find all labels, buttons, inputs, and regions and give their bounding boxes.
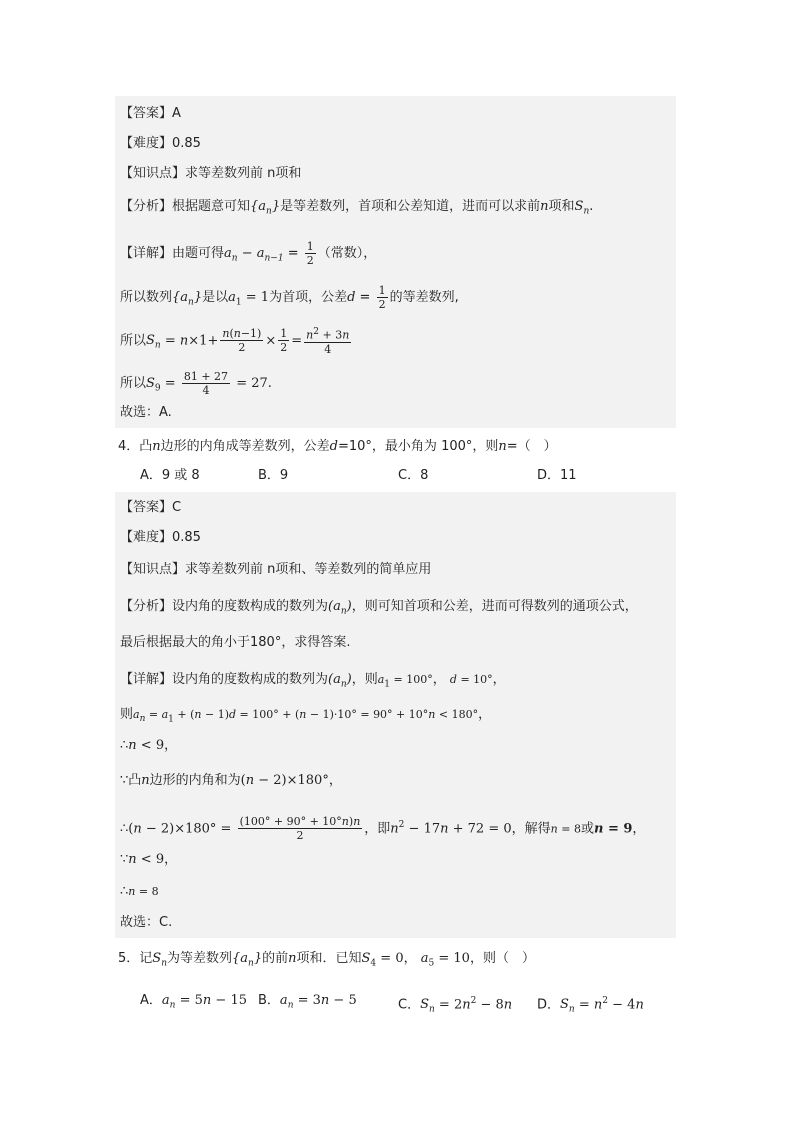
q3-choose: 故选：A. — [120, 405, 172, 420]
q4-then: 则$a_n = a_1 + (n - 1)d = 100^\circ + (n - 1)\cdot 10^\circ = 90^\circ + 10^\circ n < 180^\circ$， — [120, 707, 492, 725]
q3-line4: 所以$S_9$ = $\frac{81 + 27}{4}$ = 27. — [120, 370, 272, 397]
q4-option-c[interactable]: C．8 — [398, 468, 429, 483]
q4-therefore-1: ∴n < 9， — [120, 738, 178, 753]
q4-equation: ∴(n − 2)×180° = $\frac{(100^\circ + 90^\circ + 10^\circ n)n}{2}$ ，即$n^2 - 17n + 72 = 0$，解得n = 8或n = 9， — [120, 815, 646, 843]
q5-option-a[interactable]: A．$a_n = 5n - 15$ — [140, 993, 247, 1011]
q3-difficulty: 【难度】0.85 — [120, 136, 201, 151]
q4-detail: 【详解】设内角的度数构成的数列为$(a_n)$，则$a_1 = 100^\circ$， d = 10°， — [120, 672, 506, 690]
q4-option-b[interactable]: B．9 — [258, 468, 289, 483]
q4-therefore-2: ∴n = 8 — [120, 884, 159, 899]
q5-stem: 5．记$S_n$为等差数列$\{a_n\}$的前n项和．已知$S_4 = 0$， $a_5 = 10$，则（ ） — [118, 951, 535, 969]
q4-option-a[interactable]: A．9 或 8 — [140, 468, 200, 483]
q4-analysis-2: 最后根据最大的角小于180°，求得答案. — [120, 635, 351, 650]
q4-since-1: ∵凸n边形的内角和为(n − 2)×180°， — [120, 773, 342, 788]
q3-knowledge: 【知识点】求等差数列前 n项和 — [120, 166, 302, 181]
q3-detail: 【详解】由题可得$a_n - a_{n-1}$ = $\frac{1}{2}$ （常数）， — [120, 240, 377, 267]
q5-option-d[interactable]: D．$S_n = n^2 - 4n$ — [537, 996, 644, 1015]
q5-option-c[interactable]: C．$S_n = 2n^2 - 8n$ — [398, 996, 513, 1015]
q4-analysis-1: 【分析】设内角的度数构成的数列为$(a_n)$，则可知首项和公差，进而可得数列的通项公式， — [120, 599, 638, 617]
q4-knowledge: 【知识点】求等差数列前 n项和、等差数列的简单应用 — [120, 562, 432, 577]
q4-choose: 故选：C. — [120, 915, 173, 930]
q4-since-2: ∵n < 9， — [120, 852, 178, 867]
q3-line2: 所以数列$\{a_n\}$是以$a_1 = 1$为首项，公差d = $\frac{1}{2}$ 的等差数列, — [120, 284, 459, 311]
q5-option-b[interactable]: B．$a_n = 3n - 5$ — [258, 993, 357, 1011]
q3-analysis: 【分析】根据题意可知$\{a_n\}$是等差数列，首项和公差知道，进而可以求前n项和$S_n$. — [120, 199, 594, 217]
q4-answer: 【答案】C — [120, 500, 182, 515]
q3-line3: 所以$S_n = n\times 1+$ $\frac{n(n-1)}{2}$ × $\frac{1}{2}$ = $\frac{n^2 + 3n}{4}$ — [120, 327, 350, 356]
q4-option-d[interactable]: D．11 — [537, 468, 577, 483]
q4-stem: 4．凸n边形的内角成等差数列，公差d=10°，最小角为 100°，则n=（ ） — [118, 439, 557, 454]
q3-answer: 【答案】A — [120, 106, 181, 121]
q4-difficulty: 【难度】0.85 — [120, 530, 201, 545]
